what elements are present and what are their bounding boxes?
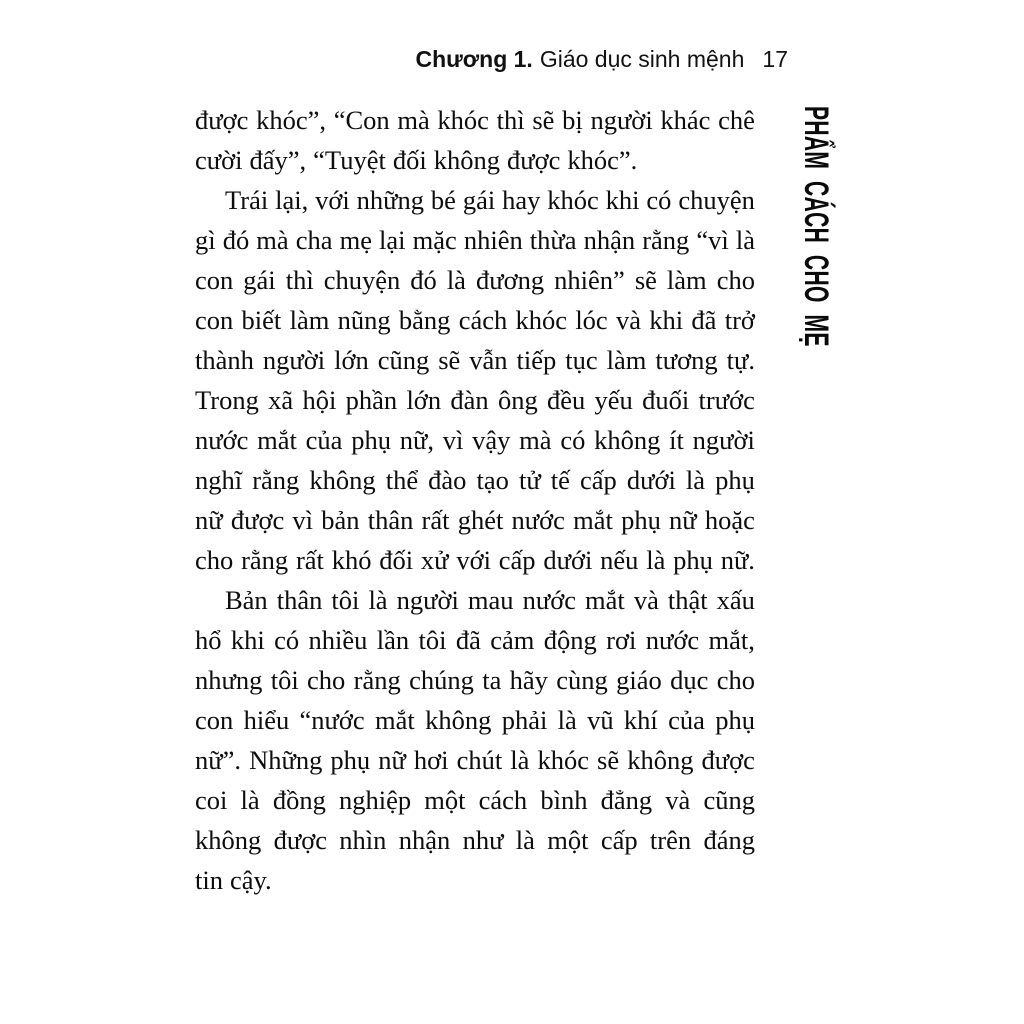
word: khi — [605, 185, 640, 215]
word: đương — [475, 265, 545, 295]
word: được — [506, 145, 561, 175]
word: là — [646, 545, 666, 575]
word: mà — [397, 105, 430, 135]
word: thì — [496, 105, 525, 135]
text-line — [195, 660, 755, 700]
word: thể — [385, 465, 419, 495]
text-line — [195, 820, 755, 860]
word: làm — [666, 265, 707, 295]
text-line — [195, 580, 755, 620]
word: “Tuyệt — [313, 145, 386, 175]
word: đẳng — [600, 785, 653, 815]
word: khi — [230, 625, 265, 655]
word: của — [668, 705, 705, 735]
word: có — [646, 185, 672, 215]
word: nũng — [337, 305, 391, 335]
text-line — [195, 700, 755, 740]
word: mắt — [375, 705, 415, 735]
chapter-title: Giáo dục sinh mệnh — [539, 46, 745, 72]
word: con — [195, 265, 234, 295]
word: tôi — [331, 585, 360, 615]
word: thân — [367, 505, 414, 535]
word: vẫn — [469, 345, 508, 375]
word: ta — [482, 665, 502, 695]
word: gái — [243, 265, 276, 295]
word: sẽ — [532, 105, 555, 135]
word: cùng — [556, 665, 608, 695]
word: ít — [669, 425, 684, 455]
word: nhiên — [463, 225, 523, 255]
text-line — [195, 340, 755, 380]
page-header — [415, 46, 788, 73]
word: lại, — [275, 185, 309, 215]
word: khó — [331, 545, 372, 575]
word: là — [510, 745, 530, 775]
word: cho — [307, 665, 346, 695]
word: là — [515, 825, 535, 855]
word: với — [315, 185, 350, 215]
text-line — [195, 260, 755, 300]
word: đó — [222, 225, 250, 255]
text-line — [195, 100, 755, 140]
word: nữ — [378, 745, 406, 775]
word: cấp — [579, 465, 617, 495]
paragraph — [195, 180, 755, 580]
word: cha — [295, 225, 333, 255]
word: khóc — [537, 745, 589, 775]
word: mà — [256, 225, 289, 255]
word: cười — [195, 145, 243, 175]
body-text — [195, 100, 755, 900]
word: lại — [379, 225, 406, 255]
word: lóc — [575, 305, 608, 335]
word: là — [735, 225, 755, 255]
word: xã — [268, 385, 294, 415]
word: bé — [430, 185, 456, 215]
word: là — [557, 705, 577, 735]
word: và — [615, 305, 641, 335]
word: hãy — [509, 665, 548, 695]
word: là — [685, 465, 706, 495]
word: không — [594, 425, 661, 455]
word: cậy. — [229, 865, 272, 895]
word: và — [633, 585, 659, 615]
word: nhận — [583, 225, 636, 255]
word: lớn — [406, 385, 442, 415]
word: nếu — [600, 545, 639, 575]
word: con — [195, 305, 234, 335]
word: đàn — [450, 385, 489, 415]
word: giáo — [616, 665, 662, 695]
word: Trái — [225, 185, 269, 215]
word: nữ — [195, 505, 223, 535]
word: đối — [392, 145, 427, 175]
word: nữ, — [399, 425, 434, 455]
word: thân — [276, 585, 323, 615]
word: khóc”, — [256, 105, 326, 135]
word: nữ. — [720, 545, 755, 575]
word: đuối — [642, 385, 690, 415]
word: hoặc — [704, 505, 755, 535]
word: làm — [289, 305, 330, 335]
text-line — [195, 860, 755, 900]
text-line — [195, 540, 755, 580]
word: dục — [670, 665, 709, 695]
text-line — [195, 380, 755, 420]
word: phụ — [351, 425, 391, 455]
word: rất — [295, 545, 324, 575]
word: thừa — [529, 225, 577, 255]
word: và — [665, 785, 691, 815]
word: thành — [195, 345, 254, 375]
word: hội — [302, 385, 337, 415]
book-title-vertical: PHẨM CÁCH CHO MẸ — [797, 106, 835, 347]
word: tôi — [418, 625, 447, 655]
word: tương — [655, 345, 718, 375]
word: khóc — [437, 105, 489, 135]
word: lớn — [334, 345, 369, 375]
word: thì — [285, 265, 314, 295]
word: đối — [379, 545, 414, 575]
word: Trong — [195, 385, 259, 415]
word: dưới — [543, 545, 593, 575]
word: khác — [660, 105, 711, 135]
page-number: 17 — [762, 46, 788, 72]
word: không — [627, 745, 694, 775]
word: Những — [249, 745, 323, 775]
word: phần — [345, 385, 398, 415]
word: khóc — [547, 185, 599, 215]
word: con — [195, 705, 234, 735]
word: tiếp — [516, 345, 557, 375]
word: nhiên” — [554, 265, 625, 295]
word: hơi — [413, 745, 449, 775]
word: tế — [550, 465, 570, 495]
word: cấp — [498, 545, 536, 575]
word: biết — [241, 305, 282, 335]
word: vì — [442, 425, 464, 455]
word: là — [446, 265, 466, 295]
word: nước — [511, 505, 565, 535]
word: có — [560, 425, 586, 455]
word: không — [425, 705, 492, 735]
word: nhưng — [195, 665, 263, 695]
word: khóc — [515, 305, 568, 335]
word: ông — [497, 385, 538, 415]
word: “nước — [299, 705, 365, 735]
word: bản — [321, 505, 360, 535]
word: bằng — [398, 305, 451, 335]
word: động — [543, 625, 597, 655]
word: người — [396, 585, 459, 615]
word: mắt — [257, 425, 297, 455]
word: Bản — [225, 585, 268, 615]
word: có — [274, 625, 300, 655]
word: coi — [195, 785, 228, 815]
word: rằng — [642, 225, 690, 255]
paragraph — [195, 100, 755, 180]
word: nữ”. — [195, 745, 241, 775]
word: đều — [546, 385, 586, 415]
word: “vì — [696, 225, 729, 255]
word: cảm — [490, 625, 535, 655]
word: người — [692, 425, 755, 455]
word: hổ — [195, 625, 222, 655]
word: “Con — [333, 105, 390, 135]
word: phụ — [673, 545, 713, 575]
word: bình — [540, 785, 588, 815]
word: rằng — [241, 545, 289, 575]
word: trước — [698, 385, 755, 415]
word: gì — [195, 225, 216, 255]
word: phụ — [330, 745, 371, 775]
word: những — [356, 185, 425, 215]
chapter-label: Chương 1. — [415, 46, 533, 72]
word: rằng — [252, 465, 300, 495]
word: đấy”, — [249, 145, 307, 175]
word: khóc”. — [567, 145, 638, 175]
word: không — [433, 145, 500, 175]
word: được — [701, 745, 755, 775]
text-line — [195, 620, 755, 660]
word: được — [273, 825, 327, 855]
word: là — [368, 585, 388, 615]
word: không — [195, 825, 262, 855]
text-line — [195, 300, 755, 340]
word: phụ — [715, 465, 755, 495]
word: người — [262, 345, 326, 375]
word: phải — [501, 705, 548, 735]
word: cho — [716, 665, 755, 695]
text-line — [195, 740, 755, 780]
word: như — [462, 825, 504, 855]
word: sẽ — [438, 345, 461, 375]
word: không — [309, 465, 376, 495]
word: lần — [376, 625, 410, 655]
word: sẽ — [597, 745, 620, 775]
word: xử — [420, 545, 449, 575]
text-line — [195, 180, 755, 220]
word: khí — [623, 705, 658, 735]
text-line — [195, 220, 755, 260]
word: được — [230, 505, 285, 535]
word: đào — [428, 465, 467, 495]
word: chút — [456, 745, 503, 775]
word: vậy — [472, 425, 511, 455]
word: xấu — [716, 585, 755, 615]
word: thật — [667, 585, 708, 615]
word: nghĩ — [195, 465, 243, 495]
text-line — [195, 780, 755, 820]
word: nước — [645, 625, 700, 655]
word: trên — [649, 825, 692, 855]
word: mắt — [573, 505, 613, 535]
word: khi — [649, 305, 684, 335]
word: cách — [458, 305, 508, 335]
word: chê — [718, 105, 755, 135]
word: chúng — [409, 665, 474, 695]
word: yếu — [594, 385, 633, 415]
word: là — [240, 785, 260, 815]
word: hiểu — [243, 705, 290, 735]
word: sẽ — [634, 265, 657, 295]
word: tôi — [270, 665, 299, 695]
word: cách — [478, 785, 528, 815]
word: mắt — [585, 585, 625, 615]
word: vũ — [587, 705, 614, 735]
word: một — [547, 825, 589, 855]
word: vì — [292, 505, 314, 535]
word: tạo — [476, 465, 509, 495]
word: cũng — [377, 345, 430, 375]
text-line — [195, 460, 755, 500]
word: đó — [410, 265, 437, 295]
word: rằng — [353, 665, 401, 695]
word: tin — [195, 865, 223, 895]
word: làm — [606, 345, 647, 375]
word: phụ — [621, 505, 661, 535]
word: gái — [462, 185, 496, 215]
word: mẹ — [339, 225, 372, 255]
word: chuyện — [323, 265, 401, 295]
word: mau — [467, 585, 514, 615]
word: cấp — [600, 825, 638, 855]
word: cũng — [703, 785, 755, 815]
word: rơi — [606, 625, 637, 655]
word: mà — [519, 425, 552, 455]
word: đáng — [703, 825, 755, 855]
word: mặc — [412, 225, 457, 255]
word: tự. — [726, 345, 755, 375]
word: bị — [562, 105, 583, 135]
word: phụ — [715, 705, 755, 735]
word: hay — [502, 185, 541, 215]
word: nhìn — [339, 825, 387, 855]
word: đã — [691, 305, 717, 335]
word: đã — [455, 625, 481, 655]
word: cho — [195, 545, 234, 575]
word: dưới — [626, 465, 676, 495]
word: rất — [421, 505, 450, 535]
word: của — [305, 425, 343, 455]
word: cho — [716, 265, 755, 295]
paragraph — [195, 580, 755, 900]
word: nhận — [398, 825, 451, 855]
word: nghiệp — [338, 785, 412, 815]
word: nữ — [669, 505, 697, 535]
word: tục — [565, 345, 598, 375]
word: nước — [522, 585, 576, 615]
word: nước — [195, 425, 249, 455]
word: ghét — [457, 505, 504, 535]
word: trở — [724, 305, 755, 335]
word: chuyện — [678, 185, 755, 215]
word: với — [456, 545, 491, 575]
text-line — [195, 420, 755, 460]
word: nhiều — [308, 625, 368, 655]
word: một — [424, 785, 466, 815]
word: người — [590, 105, 653, 135]
text-line — [195, 140, 755, 180]
word: tử — [518, 465, 541, 495]
word: được — [195, 105, 249, 135]
text-line — [195, 500, 755, 540]
word: đồng — [272, 785, 326, 815]
word: mắt, — [708, 625, 755, 655]
